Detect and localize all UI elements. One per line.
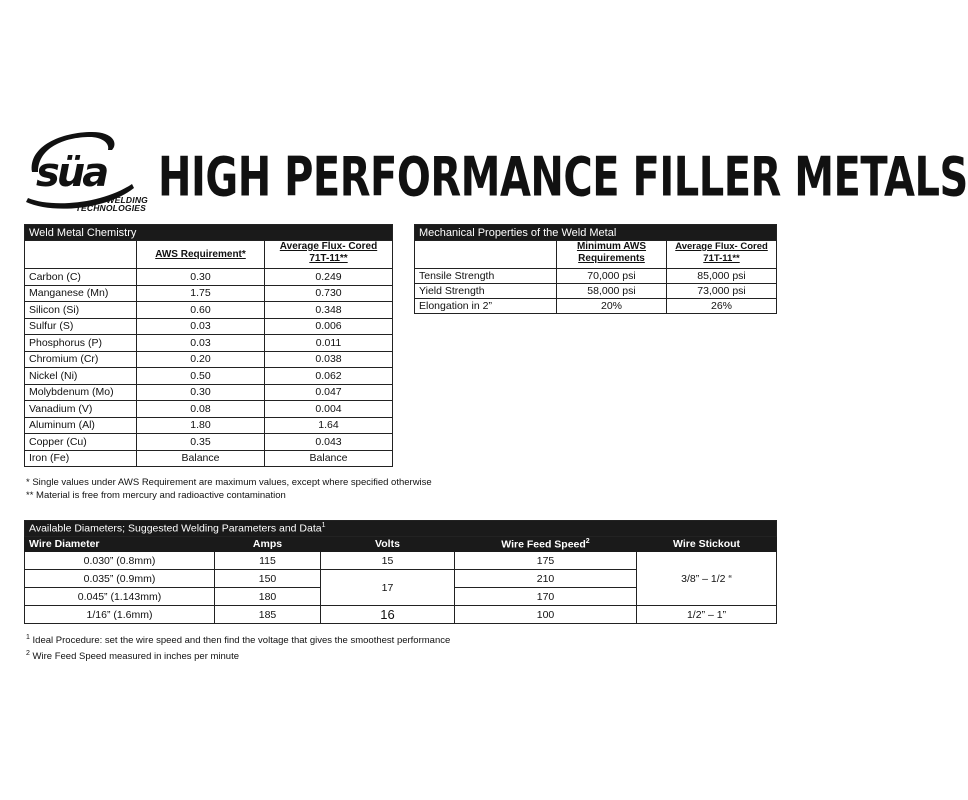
cell-wfs: 210: [455, 570, 637, 588]
cell-amps: 180: [215, 588, 321, 606]
chemistry-col-aws: AWS Requirement*: [155, 248, 246, 260]
cell-aws: 0.50: [137, 368, 265, 385]
parameters-heading: Available Diameters; Suggested Welding Parameters and Data: [29, 522, 322, 535]
cell-avg: 0.004: [265, 401, 393, 418]
cell-aws: 0.03: [137, 335, 265, 352]
brand-logo: [22, 128, 152, 218]
cell-avg: 0.038: [265, 351, 393, 368]
cell-stickout: 1/2” – 1”: [637, 606, 777, 624]
cell-avg: 0.730: [265, 285, 393, 302]
cell-element: Copper (Cu): [25, 434, 137, 451]
parameters-table: [24, 520, 777, 624]
cell-element: Phosphorus (P): [25, 335, 137, 352]
cell-aws: 0.35: [137, 434, 265, 451]
mechanical-col-avg: Average Flux- Cored 71T-11**: [675, 241, 768, 264]
cell-property: Elongation in 2”: [415, 299, 557, 314]
page-title: HIGH PERFORMANCE FILLER METALS: [158, 146, 968, 210]
parameters-footnotes: [26, 631, 450, 663]
cell-aws: 0.03: [137, 318, 265, 335]
cell-element: Carbon (C): [25, 269, 137, 286]
cell-avg: 0.047: [265, 384, 393, 401]
cell-element: Silicon (Si): [25, 302, 137, 319]
table-row: [415, 269, 777, 284]
table-row: [25, 351, 393, 368]
cell-avg: 85,000 psi: [667, 269, 777, 284]
chemistry-header-blank: [25, 241, 137, 269]
table-row: [25, 401, 393, 418]
col-wire-stickout: Wire Stickout: [637, 537, 777, 552]
cell-element: Molybdenum (Mo): [25, 384, 137, 401]
cell-aws: 1.80: [137, 417, 265, 434]
cell-amps: 115: [215, 552, 321, 570]
note-aws: * Single values under AWS Requirement are maximum values, except where specified otherwise: [26, 477, 432, 488]
table-row: [25, 318, 393, 335]
footnote-2: Wire Feed Speed measured in inches per minute: [29, 651, 240, 663]
cell-volts: 15: [321, 552, 455, 570]
cell-element: Manganese (Mn): [25, 285, 137, 302]
cell-avg: 0.249: [265, 269, 393, 286]
cell-aws: Balance: [137, 450, 265, 467]
cell-element: Vanadium (V): [25, 401, 137, 418]
col-wire-diameter: Wire Diameter: [25, 537, 215, 552]
mechanical-col-min: Minimum AWS Requirements: [576, 241, 647, 264]
cell-volts: 16: [321, 606, 455, 624]
cell-avg: 0.006: [265, 318, 393, 335]
cell-element: Nickel (Ni): [25, 368, 137, 385]
cell-diameter: 0.035” (0.9mm): [25, 570, 215, 588]
cell-avg: 26%: [667, 299, 777, 314]
cell-aws: 0.30: [137, 269, 265, 286]
cell-element: Iron (Fe): [25, 450, 137, 467]
cell-diameter: 1/16” (1.6mm): [25, 606, 215, 624]
table-row: [25, 335, 393, 352]
table-row: [25, 285, 393, 302]
cell-element: Sulfur (S): [25, 318, 137, 335]
col-amps: Amps: [215, 537, 321, 552]
col-wire-feed-speed: Wire Feed Speed: [501, 538, 586, 551]
cell-element: Chromium (Cr): [25, 351, 137, 368]
mechanical-heading: Mechanical Properties of the Weld Metal: [415, 225, 777, 241]
chemistry-col-avg: Average Flux- Cored 71T-11**: [279, 241, 378, 264]
cell-aws: 0.30: [137, 384, 265, 401]
cell-avg: 0.348: [265, 302, 393, 319]
cell-aws: 1.75: [137, 285, 265, 302]
cell-aws: 0.20: [137, 351, 265, 368]
parameters-heading-sup: 1: [321, 522, 326, 530]
cell-aws: 0.60: [137, 302, 265, 319]
chemistry-heading: Weld Metal Chemistry: [25, 225, 393, 241]
cell-diameter: 0.030” (0.8mm): [25, 552, 215, 570]
table-row: [25, 434, 393, 451]
chemistry-notes: [26, 476, 432, 502]
cell-min: 70,000 psi: [557, 269, 667, 284]
cell-stickout-merged: 3/8” – 1/2 “: [637, 552, 777, 606]
cell-avg: 0.011: [265, 335, 393, 352]
cell-min: 20%: [557, 299, 667, 314]
cell-amps: 150: [215, 570, 321, 588]
table-row: [25, 269, 393, 286]
chemistry-table: [24, 224, 393, 467]
cell-wfs: 175: [455, 552, 637, 570]
mechanical-table: [414, 224, 777, 314]
cell-property: Yield Strength: [415, 284, 557, 299]
table-row: [25, 384, 393, 401]
cell-min: 58,000 psi: [557, 284, 667, 299]
table-row: [25, 368, 393, 385]
cell-volts-merged: 17: [321, 570, 455, 606]
note-material: ** Material is free from mercury and radioactive contamination: [26, 490, 286, 501]
cell-property: Tensile Strength: [415, 269, 557, 284]
cell-avg: 0.043: [265, 434, 393, 451]
table-row: [25, 417, 393, 434]
cell-avg: 0.062: [265, 368, 393, 385]
table-row: [25, 450, 393, 467]
cell-avg: 73,000 psi: [667, 284, 777, 299]
footnote-2-mark: 2: [26, 650, 30, 658]
cell-wfs: 100: [455, 606, 637, 624]
cell-element: Aluminum (Al): [25, 417, 137, 434]
logo-line-welding: WELDING: [106, 195, 148, 205]
cell-aws: 0.08: [137, 401, 265, 418]
col-wire-feed-speed-sup: 2: [585, 537, 590, 545]
cell-avg: 1.64: [265, 417, 393, 434]
table-row: [415, 299, 777, 314]
logo-line-technologies: TECHNOLOGIES: [75, 203, 146, 213]
logo-text: süa: [36, 150, 107, 196]
footnote-1-mark: 1: [26, 634, 30, 641]
table-row: [25, 302, 393, 319]
col-volts: Volts: [321, 537, 455, 552]
table-row: [415, 284, 777, 299]
cell-wfs: 170: [455, 588, 637, 606]
cell-amps: 185: [215, 606, 321, 624]
cell-avg: Balance: [265, 450, 393, 467]
footnote-1: Ideal Procedure: set the wire speed and then find the voltage that gives the smoothest performance: [29, 635, 451, 647]
mechanical-header-blank: [415, 241, 557, 269]
table-row: [25, 606, 777, 624]
table-row: [25, 552, 777, 570]
cell-diameter: 0.045” (1.143mm): [25, 588, 215, 606]
